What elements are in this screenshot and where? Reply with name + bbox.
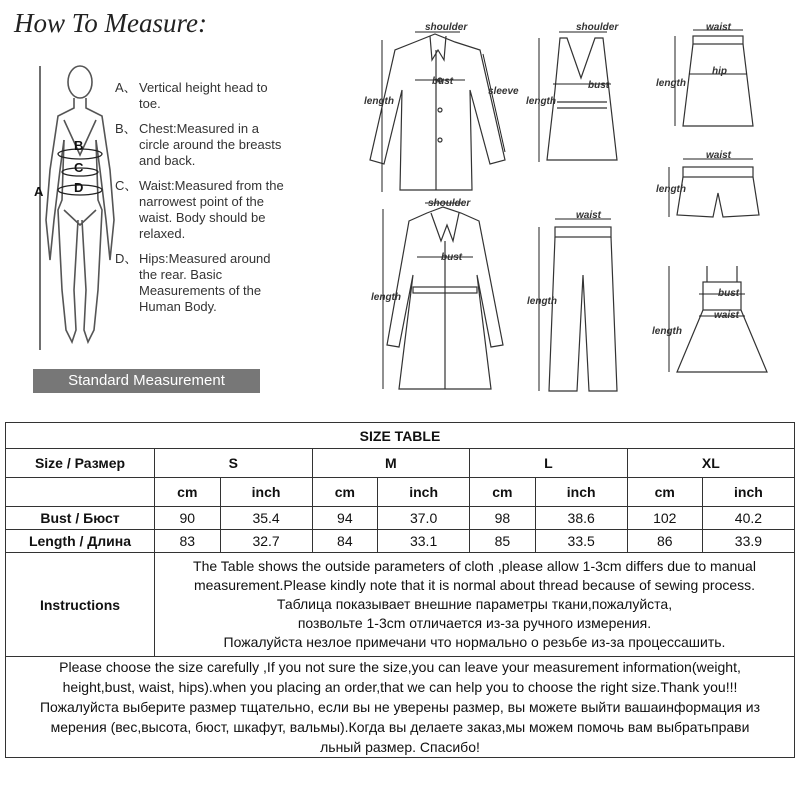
instructions-row (6, 553, 795, 657)
label-length-6: length (527, 296, 557, 307)
table-cell: 37.0 (378, 507, 470, 530)
row-label-length: Length / Длина (6, 530, 155, 553)
table-cell: 84 (312, 530, 378, 553)
size-m: M (312, 449, 470, 478)
table-cell: 90 (155, 507, 221, 530)
size-l: L (470, 449, 628, 478)
unit-cm: cm (627, 478, 702, 507)
label-bust-3: bust (441, 252, 463, 263)
step-a: A、 Vertical height head to toe. (115, 80, 268, 111)
table-cell: 32.7 (220, 530, 312, 553)
step-c: C、 Waist:Measured from the narrowest point of the waist. Body should be relaxed. (115, 178, 284, 241)
figure-letter-a: A (34, 184, 44, 199)
table-cell: 33.1 (378, 530, 470, 553)
instructions-label: Instructions (6, 553, 155, 657)
label-shoulder-3: shoulder (428, 198, 471, 209)
label-length-7: length (652, 326, 682, 337)
size-note: Please choose the size carefully ,If you not sure the size,you can leave your measurement information(weight, height,bust, waist, hips).when you placing an order,that we can help you to choose the right size.Thank you!!! Пожалуйста выберите размер тщательно, если вы не уверены размер, вы можете выйти вашаинформация из мерения (вес,высота, бюст, шкафут, вальмы).Когда вы делаете заказ,мы можем помочь вам выбратьправи льный размер. Спасибо! (6, 657, 795, 758)
unit-inch: inch (378, 478, 470, 507)
label-bust-4: bust (718, 288, 740, 299)
table-cell: 33.5 (535, 530, 627, 553)
label-sleeve-1: sleeve (488, 86, 519, 97)
label-waist-2: waist (706, 150, 732, 161)
size-table-caption: SIZE TABLE (6, 423, 795, 449)
standard-measurement-label: Standard Measurement (33, 369, 260, 393)
row-label-bust: Bust / Бюст (6, 507, 155, 530)
figure-letter-d: D (74, 180, 84, 195)
size-header: Size / Размер (6, 449, 155, 478)
table-row (6, 530, 795, 553)
label-hip: hip (712, 66, 727, 77)
label-length-5: length (371, 292, 401, 303)
label-shoulder-2: shoulder (576, 22, 619, 33)
label-waist-4: waist (714, 310, 740, 321)
step-b: B、 Chest:Measured in a circle around the breasts and back. (115, 121, 282, 168)
table-cell: 102 (627, 507, 702, 530)
instructions-text: The Table shows the outside parameters of cloth ,please allow 1-3cm differs due to manual measurement.Please kindly note that it is normal about thread because of sewing process. Таблица показывает внешние параметры ткани,пожалуйста, позвольте 1-3cm отличается из-за ручного измерения. Пожалуйста незлое примечани что нормально о резьбе из-за процессашить. (155, 553, 795, 657)
unit-cm: cm (155, 478, 221, 507)
label-length-2: length (526, 96, 556, 107)
unit-cm: cm (470, 478, 536, 507)
unit-inch: inch (220, 478, 312, 507)
table-row (6, 507, 795, 530)
measure-steps (115, 80, 290, 324)
dress-sketch (655, 260, 785, 390)
figure-letter-b: B (74, 138, 84, 153)
table-cell: 40.2 (702, 507, 794, 530)
table-cell: 85 (470, 530, 536, 553)
page-title: How To Measure: (14, 8, 208, 38)
table-cell: 38.6 (535, 507, 627, 530)
label-waist-3: waist (576, 210, 602, 221)
table-cell: 94 (312, 507, 378, 530)
table-cell: 83 (155, 530, 221, 553)
unit-blank (6, 478, 155, 507)
size-xl: XL (627, 449, 794, 478)
table-cell: 35.4 (220, 507, 312, 530)
size-table (5, 422, 795, 758)
camisole-sketch (525, 20, 635, 170)
blouse-sketch (360, 20, 530, 205)
skirt-sketch (655, 22, 775, 132)
unit-inch: inch (535, 478, 627, 507)
step-d: D、 Hips:Measured around the rear. Basic Measurements of the Human Body. (115, 251, 271, 314)
unit-inch: inch (702, 478, 794, 507)
label-bust-1: bust (432, 76, 454, 87)
table-cell: 86 (627, 530, 702, 553)
unit-cm: cm (312, 478, 378, 507)
size-s: S (155, 449, 313, 478)
figure-letter-c: C (74, 160, 84, 175)
table-cell: 33.9 (702, 530, 794, 553)
label-shoulder-1: shoulder (425, 22, 468, 33)
label-length-4: length (656, 184, 686, 195)
table-cell: 98 (470, 507, 536, 530)
label-length-3: length (656, 78, 686, 89)
label-waist-1: waist (706, 22, 732, 33)
label-bust-2: bust (588, 80, 610, 91)
label-length-1: length (364, 96, 394, 107)
